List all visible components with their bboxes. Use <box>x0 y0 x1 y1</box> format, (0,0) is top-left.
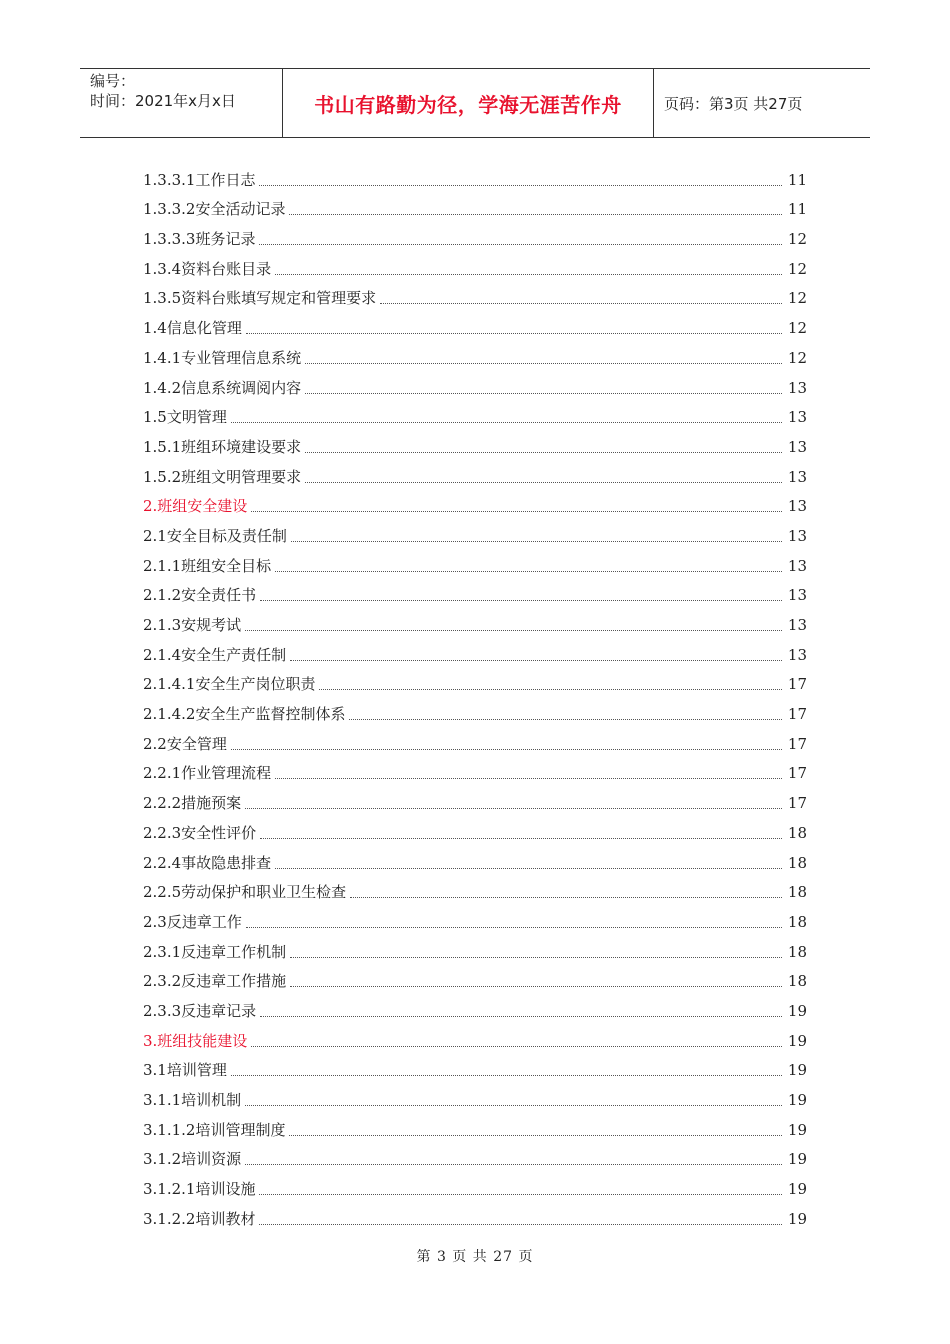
page-footer: 第 3 页 共 27 页 <box>416 1249 534 1265</box>
toc-entry-label: 2.2.4事故隐患排查 <box>143 853 272 872</box>
header-page-label: 页码：第3页 共27页 <box>664 94 803 113</box>
toc-entry-label: 2.1.1班组安全目标 <box>143 556 272 575</box>
toc-entry[interactable] <box>143 873 807 903</box>
toc-entry-label: 2.3.1反违章工作机制 <box>143 942 287 961</box>
toc-entry-page: 18 <box>787 942 807 961</box>
toc-entry[interactable] <box>143 160 807 190</box>
toc-entry-label: 2.3反违章工作 <box>143 912 242 931</box>
toc-entry-label: 3.1培训管理 <box>143 1061 227 1080</box>
document-time-label: 时间：2021年x月x日 <box>90 92 236 110</box>
toc-dot-leader <box>305 482 782 483</box>
toc-entry[interactable] <box>143 516 807 546</box>
toc-entry-page: 12 <box>787 348 807 367</box>
toc-entry-page: 19 <box>787 1061 807 1080</box>
toc-dot-leader <box>246 333 782 334</box>
toc-entry-label: 2.1.2安全责任书 <box>143 586 257 605</box>
toc-entry[interactable] <box>143 249 807 279</box>
toc-entry-page: 12 <box>787 289 807 308</box>
toc-dot-leader <box>305 363 782 364</box>
toc-dot-leader <box>251 511 782 512</box>
toc-dot-leader <box>275 778 782 779</box>
toc-dot-leader <box>289 1135 781 1136</box>
toc-entry[interactable] <box>143 932 807 962</box>
toc-entry-page: 11 <box>787 170 807 189</box>
toc-entry-label: 2.2安全管理 <box>143 734 227 753</box>
toc-entry-label: 2.1.4安全生产责任制 <box>143 645 287 664</box>
toc-entry-label: 1.5文明管理 <box>143 408 227 427</box>
toc-entry-label: 1.5.2班组文明管理要求 <box>143 467 302 486</box>
toc-entry[interactable] <box>143 279 807 309</box>
toc-entry[interactable] <box>143 338 807 368</box>
toc-entry-page: 13 <box>787 437 807 456</box>
toc-dot-leader <box>245 1105 782 1106</box>
table-of-contents <box>143 160 807 1229</box>
toc-entry-page: 18 <box>787 853 807 872</box>
toc-dot-leader <box>259 244 781 245</box>
toc-entry[interactable] <box>143 546 807 576</box>
toc-dot-leader <box>275 274 782 275</box>
toc-entry-page: 17 <box>787 794 807 813</box>
toc-dot-leader <box>259 1224 781 1225</box>
toc-entry-page: 12 <box>787 259 807 278</box>
toc-entry-page: 12 <box>787 319 807 338</box>
toc-entry-page: 18 <box>787 823 807 842</box>
toc-entry[interactable] <box>143 665 807 695</box>
toc-entry[interactable] <box>143 813 807 843</box>
toc-dot-leader <box>251 1046 782 1047</box>
toc-dot-leader <box>245 630 782 631</box>
toc-dot-leader <box>350 897 782 898</box>
toc-entry-label: 1.3.3.2安全活动记录 <box>143 200 286 219</box>
toc-entry-label: 2.2.3安全性评价 <box>143 823 257 842</box>
toc-dot-leader <box>275 868 782 869</box>
toc-entry[interactable] <box>143 576 807 606</box>
toc-dot-leader <box>291 541 782 542</box>
toc-entry-label: 3.班组技能建设 <box>143 1031 248 1050</box>
toc-entry-label: 2.2.5劳动保护和职业卫生检查 <box>143 883 347 902</box>
toc-dot-leader <box>275 571 782 572</box>
toc-entry-label: 2.1.3安规考试 <box>143 616 242 634</box>
toc-entry[interactable] <box>143 1051 807 1081</box>
toc-entry-page: 18 <box>787 883 807 902</box>
toc-entry[interactable] <box>143 1080 807 1110</box>
toc-entry-label: 1.4.2信息系统调阅内容 <box>143 378 302 397</box>
toc-entry-page: 17 <box>787 734 807 753</box>
toc-entry-page: 13 <box>787 378 807 397</box>
toc-entry[interactable] <box>143 724 807 754</box>
toc-dot-leader <box>246 927 782 928</box>
toc-entry-page: 13 <box>787 556 807 575</box>
toc-entry-label: 2.3.3反违章记录 <box>143 1001 257 1020</box>
toc-dot-leader <box>305 393 782 394</box>
toc-entry[interactable] <box>143 962 807 992</box>
toc-dot-leader <box>319 689 781 690</box>
toc-entry[interactable] <box>143 398 807 428</box>
toc-entry-page: 18 <box>787 972 807 991</box>
toc-entry[interactable] <box>143 1110 807 1140</box>
toc-dot-leader <box>290 986 782 987</box>
toc-entry[interactable] <box>143 457 807 487</box>
toc-entry-label: 2.2.2措施预案 <box>143 794 242 813</box>
toc-dot-leader <box>380 303 782 304</box>
header-motto: 书山有路勤为径，学海无涯苦作舟 <box>282 69 654 137</box>
toc-entry-page: 19 <box>787 1031 807 1050</box>
toc-entry-label: 3.1.2.1培训设施 <box>143 1180 256 1199</box>
toc-entry-page: 17 <box>787 705 807 724</box>
toc-entry-page: 19 <box>787 1180 807 1199</box>
toc-dot-leader <box>349 719 781 720</box>
toc-entry[interactable] <box>143 487 807 517</box>
document-number-label: 编号： <box>90 72 136 90</box>
toc-entry-label: 1.5.1班组环境建设要求 <box>143 437 302 456</box>
toc-dot-leader <box>260 838 782 839</box>
toc-entry[interactable] <box>143 694 807 724</box>
toc-entry[interactable] <box>143 1169 807 1199</box>
toc-entry[interactable] <box>143 754 807 784</box>
toc-dot-leader <box>290 660 782 661</box>
toc-entry[interactable] <box>143 605 807 635</box>
toc-dot-leader <box>245 808 782 809</box>
toc-entry-label: 1.3.4资料台账目录 <box>143 259 272 278</box>
toc-entry-page: 13 <box>787 616 807 634</box>
toc-entry-page: 19 <box>787 1091 807 1109</box>
toc-entry-page: 13 <box>787 586 807 605</box>
toc-dot-leader <box>289 214 781 215</box>
toc-entry-page: 12 <box>787 230 807 249</box>
toc-entry-page: 19 <box>787 1209 807 1228</box>
toc-entry-page: 19 <box>787 1120 807 1139</box>
toc-entry[interactable] <box>143 1140 807 1170</box>
toc-entry-page: 13 <box>787 526 807 545</box>
toc-entry-label: 3.1.1培训机制 <box>143 1091 242 1109</box>
toc-dot-leader <box>245 1164 782 1165</box>
toc-dot-leader <box>260 600 782 601</box>
toc-entry[interactable] <box>143 1199 807 1229</box>
toc-dot-leader <box>290 957 782 958</box>
toc-entry[interactable] <box>143 991 807 1021</box>
toc-entry-page: 19 <box>787 1150 807 1169</box>
header-meta <box>80 69 282 137</box>
toc-dot-leader <box>305 452 782 453</box>
toc-dot-leader <box>231 749 782 750</box>
toc-entry[interactable] <box>143 902 807 932</box>
toc-entry-label: 3.1.1.2培训管理制度 <box>143 1120 286 1139</box>
toc-dot-leader <box>260 1016 782 1017</box>
toc-entry[interactable] <box>143 219 807 249</box>
toc-entry-label: 3.1.2培训资源 <box>143 1150 242 1169</box>
toc-entry-page: 13 <box>787 408 807 427</box>
toc-entry-label: 2.2.1作业管理流程 <box>143 764 272 783</box>
toc-entry-label: 1.3.3.1工作日志 <box>143 170 256 189</box>
toc-entry-page: 13 <box>787 467 807 486</box>
toc-entry-label: 2.3.2反违章工作措施 <box>143 972 287 991</box>
toc-entry-page: 18 <box>787 912 807 931</box>
page-header <box>80 68 870 138</box>
toc-entry-label: 1.3.3.3班务记录 <box>143 230 256 249</box>
toc-entry[interactable] <box>143 1021 807 1051</box>
toc-entry-label: 2.1.4.1安全生产岗位职责 <box>143 675 316 694</box>
toc-entry[interactable] <box>143 368 807 398</box>
toc-entry[interactable] <box>143 190 807 220</box>
toc-entry-page: 13 <box>787 645 807 664</box>
toc-entry-page: 19 <box>787 1001 807 1020</box>
toc-entry-label: 1.4.1专业管理信息系统 <box>143 348 302 367</box>
toc-entry[interactable] <box>143 783 807 813</box>
toc-entry-page: 13 <box>787 497 807 516</box>
toc-entry-label: 1.4信息化管理 <box>143 319 242 338</box>
toc-entry-label: 2.1安全目标及责任制 <box>143 526 287 545</box>
toc-dot-leader <box>231 1075 782 1076</box>
toc-dot-leader <box>259 1194 781 1195</box>
toc-entry-label: 2.1.4.2安全生产监督控制体系 <box>143 705 346 724</box>
toc-entry-label: 3.1.2.2培训教材 <box>143 1209 256 1228</box>
toc-entry-page: 17 <box>787 675 807 694</box>
toc-entry[interactable] <box>143 308 807 338</box>
toc-entry-label: 1.3.5资料台账填写规定和管理要求 <box>143 289 377 308</box>
toc-entry[interactable] <box>143 843 807 873</box>
toc-entry[interactable] <box>143 427 807 457</box>
toc-entry[interactable] <box>143 635 807 665</box>
toc-dot-leader <box>231 422 782 423</box>
toc-entry-page: 11 <box>787 200 807 219</box>
toc-entry-label: 2.班组安全建设 <box>143 497 248 516</box>
toc-dot-leader <box>259 185 781 186</box>
toc-entry-page: 17 <box>787 764 807 783</box>
